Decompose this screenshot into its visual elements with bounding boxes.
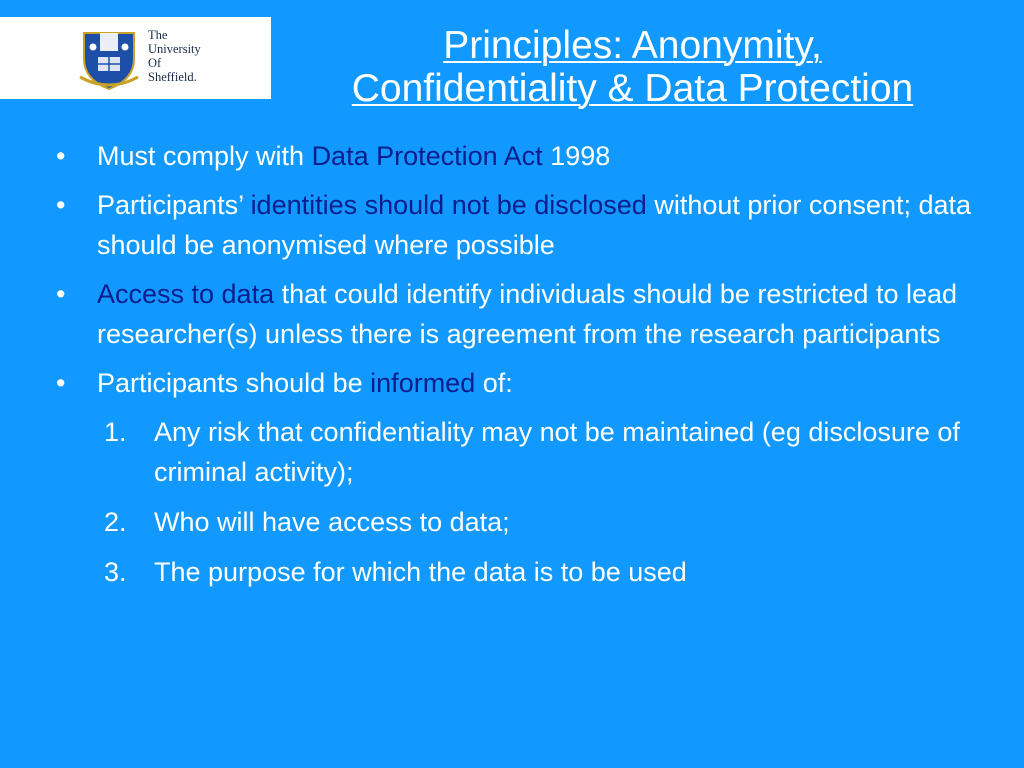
bullet-text: Participants’ <box>97 190 251 220</box>
numbered-marker: 3. <box>104 557 127 587</box>
numbered-marker: 1. <box>104 417 127 447</box>
bullet-highlight: Data Protection Act <box>311 141 543 171</box>
bullet-marker: • <box>56 279 66 309</box>
logo-line-of: Of <box>148 56 162 70</box>
bullet-item <box>56 136 986 176</box>
numbered-item <box>56 552 986 592</box>
bullet-text: without prior consent; data should be anonymised where possible <box>97 190 972 260</box>
slide-title-line-2: Confidentiality & Data Protection <box>351 67 914 110</box>
slide-body <box>56 136 986 602</box>
bullet-marker: • <box>56 190 66 220</box>
bullet-text: Must comply with <box>97 141 312 171</box>
bullet-text: of: <box>475 368 513 398</box>
numbered-item <box>56 412 986 492</box>
slide-title-line-1: Principles: Anonymity, <box>443 24 822 67</box>
university-logo <box>0 17 271 99</box>
numbered-text: The purpose for which the data is to be used <box>154 557 687 587</box>
bullet-item <box>56 274 986 354</box>
numbered-item <box>56 502 986 542</box>
numbered-marker: 2. <box>104 507 127 537</box>
bullet-text: Participants should be <box>97 368 371 398</box>
logo-line-sheffield: Sheffield. <box>148 70 197 84</box>
numbered-text: Any risk that confidentiality may not be maintained (eg disclosure of criminal activity); <box>154 417 960 487</box>
bullet-text: 1998 <box>542 141 611 171</box>
bullet-highlight: identities should not be disclosed <box>250 190 647 220</box>
bullet-marker: • <box>56 141 66 171</box>
bullet-item <box>56 185 986 265</box>
bullet-text: that could identify individuals should be restricted to lead researcher(s) unless there is agreement from the research participants <box>97 279 958 349</box>
bullet-item <box>56 363 986 403</box>
logo-line-university: University <box>148 42 201 56</box>
slide-title <box>280 24 985 110</box>
bullet-highlight: Access to data <box>97 279 275 309</box>
bullet-highlight: informed <box>370 368 476 398</box>
university-crest-icon <box>78 27 140 91</box>
numbered-text: Who will have access to data; <box>154 507 510 537</box>
bullet-marker: • <box>56 368 66 398</box>
logo-wordmark <box>148 28 201 84</box>
logo-line-the: The <box>148 28 168 42</box>
